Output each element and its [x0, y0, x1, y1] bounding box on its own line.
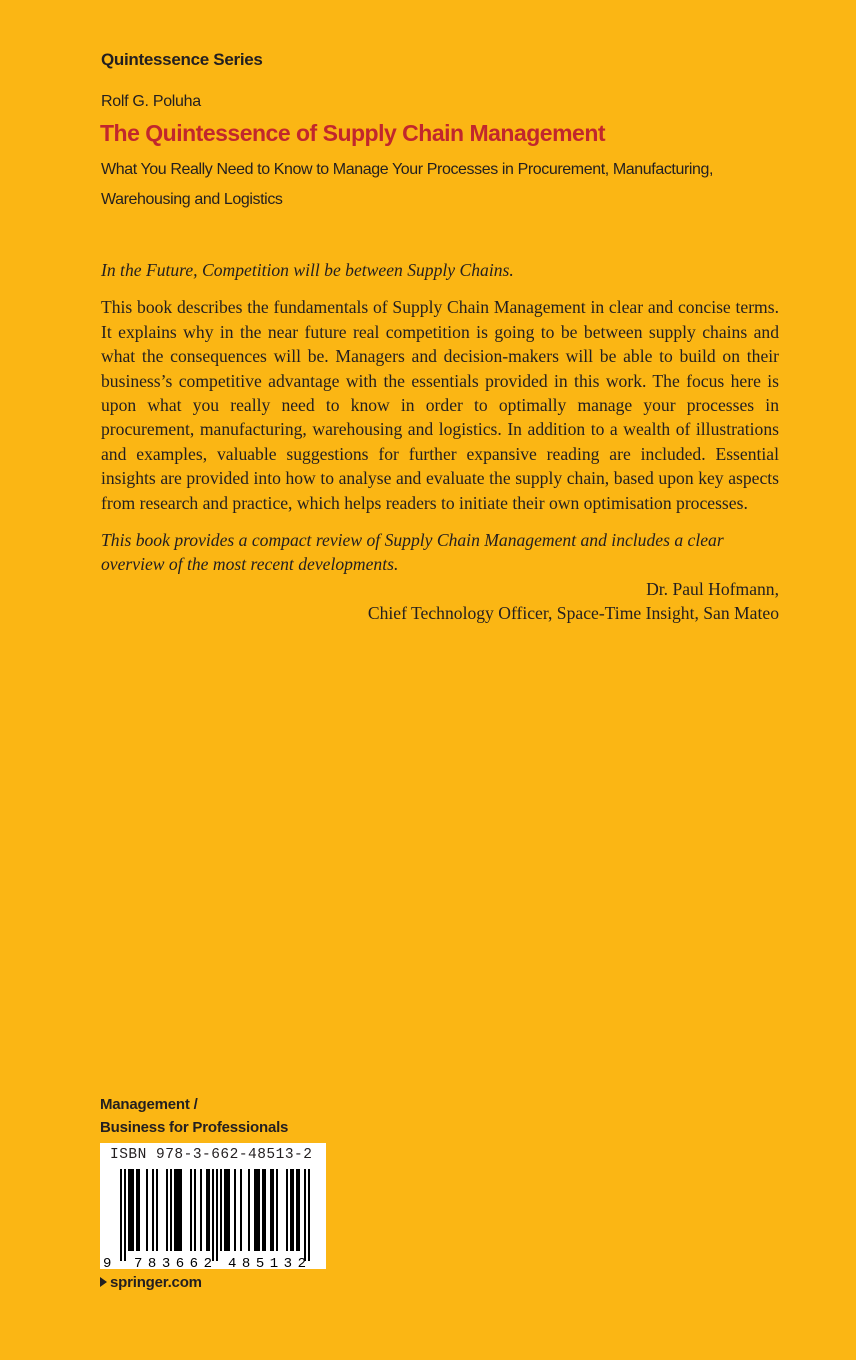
barcode-bar [170, 1169, 172, 1251]
barcode-guard-bar [212, 1169, 214, 1261]
website-label: springer.com [110, 1274, 202, 1291]
ean-first-digit: 9 [103, 1256, 112, 1269]
author-name: Rolf G. Poluha [101, 93, 201, 110]
barcode-bar [206, 1169, 210, 1251]
barcode-bar [152, 1169, 154, 1251]
category-line-1: Management / [100, 1096, 198, 1113]
barcode-bar [200, 1169, 202, 1251]
endorsement-role: Chief Technology Officer, Space-Time Insight, San Mateo [367, 603, 779, 624]
barcode-bar [146, 1169, 148, 1251]
barcode-bar [248, 1169, 250, 1251]
triangle-right-icon [100, 1277, 107, 1287]
ean-left-digits: 783662 [134, 1256, 212, 1269]
barcode-bar [190, 1169, 192, 1251]
category [100, 1093, 288, 1139]
barcode-bar [174, 1169, 182, 1251]
barcode-bar [270, 1169, 274, 1251]
barcode-bar [136, 1169, 140, 1251]
barcode-bar [296, 1169, 300, 1251]
blurb [101, 258, 779, 626]
tagline: In the Future, Competition will be between Supply Chains. [101, 260, 514, 280]
website-link[interactable] [100, 1274, 202, 1291]
barcode-bar [156, 1169, 158, 1251]
barcode-guard-bar [216, 1169, 218, 1261]
barcode-bar [262, 1169, 266, 1251]
barcode-bar [290, 1169, 294, 1251]
book-title: The Quintessence of Supply Chain Management [100, 120, 606, 146]
endorsement-quote: This book provides a compact review of Supply Chain Management and includes a clear overview of the most recent developments. [101, 530, 724, 575]
barcode-bar [194, 1169, 196, 1251]
barcode-guard-bar [120, 1169, 122, 1261]
barcode-bar [234, 1169, 236, 1251]
isbn-label: ISBN 978-3-662-48513-2 [110, 1147, 313, 1163]
barcode-bar [240, 1169, 242, 1251]
barcode-bar [286, 1169, 288, 1251]
category-line-2: Business for Professionals [100, 1119, 289, 1136]
barcode-bar [128, 1169, 134, 1251]
endorsement-author: Dr. Paul Hofmann, [646, 578, 779, 599]
barcode-guard-bar [304, 1169, 306, 1261]
barcode-guard-bar [308, 1169, 310, 1261]
barcode-bar [220, 1169, 222, 1251]
barcode-bar [254, 1169, 260, 1251]
ean-right-digits: 485132 [228, 1256, 306, 1269]
description: This book describes the fundamentals of Supply Chain Management in clear and concise terms. It explains why in the near future real competition is going to be between supply chains and what the consequences will be. Managers and decision-makers will be able to build on their business’s competitive advantage with the essentials provided in this work. The focus here is upon what you really need to know in order to optimally manage your processes in procurement, manufacturing, warehousing and logistics. In addition to a wealth of illustrations and examples, valuable suggestions for further expansive reading are included. Essential insights are provided into how to analyse and evaluate the supply chain, based upon key aspects from research and practice, which helps readers to initiate their own optimisation processes. [101, 297, 779, 513]
book-subtitle: What You Really Need to Know to Manage Your Processes in Procurement, Manufacturing, Warehousing and Logistics [101, 161, 714, 208]
barcode-bar [224, 1169, 230, 1251]
barcode-guard-bar [124, 1169, 126, 1261]
series-name: Quintessence Series [101, 50, 263, 69]
barcode-bar [166, 1169, 168, 1251]
barcode-bar [276, 1169, 278, 1251]
isbn-barcode [100, 1143, 326, 1269]
